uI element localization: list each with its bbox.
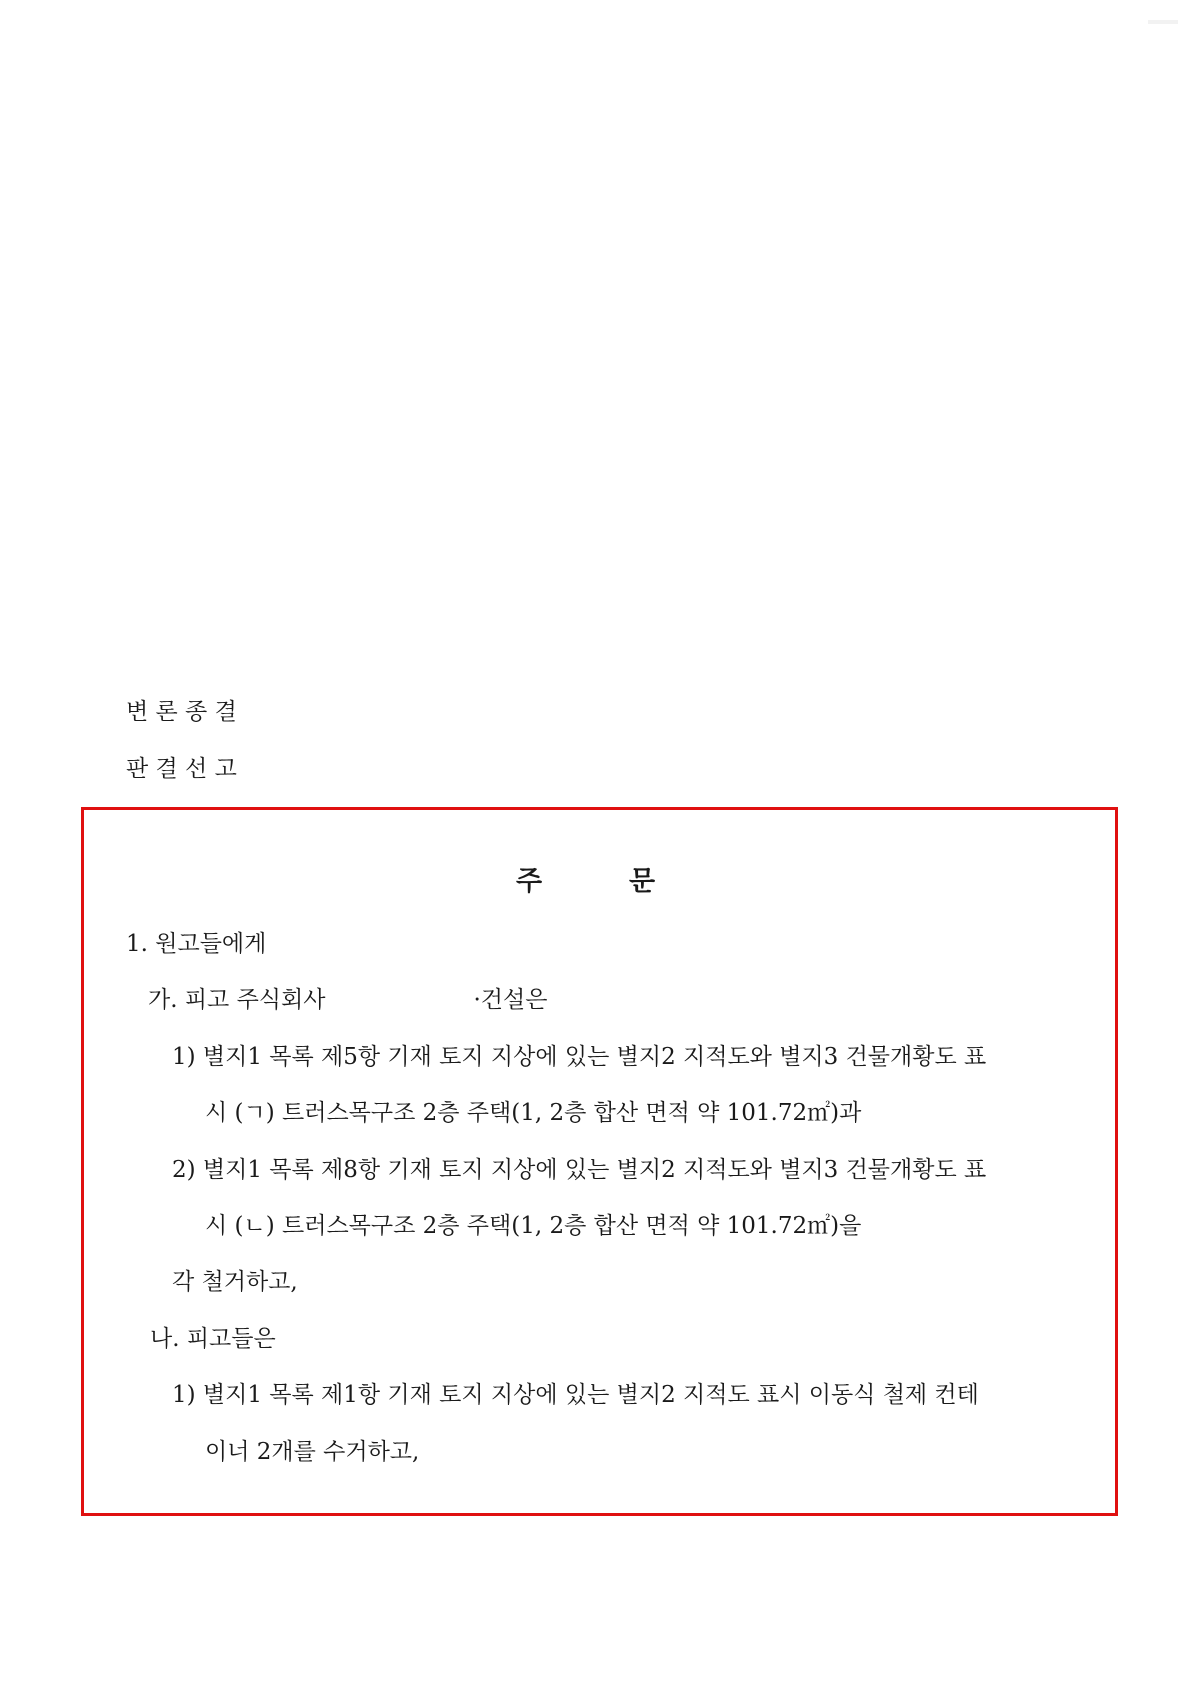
order-ga-1-line2: 시 (ㄱ) 트러스목구조 2층 주택(1, 2층 합산 면적 약 101.72㎡)과 bbox=[205, 1100, 862, 1126]
order-na-1-line2: 이너 2개를 수거하고, bbox=[205, 1439, 420, 1465]
order-title-left: 주 bbox=[516, 866, 543, 897]
order-item-ga-prefix: 가. 피고 주식회사 bbox=[148, 987, 326, 1013]
order-ga-2-line2: 시 (ㄴ) 트러스목구조 2층 주택(1, 2층 합산 면적 약 101.72㎡)을 bbox=[205, 1213, 862, 1239]
order-ga-1-line1: 1) 별지1 목록 제5항 기재 토지 지상에 있는 별지2 지적도와 별지3 건물개황도 표 bbox=[172, 1044, 987, 1070]
order-item-ga-suffix: ·건설은 bbox=[473, 987, 548, 1013]
closing-label: 변 론 종 결 bbox=[126, 699, 237, 725]
scan-artifact bbox=[1148, 20, 1178, 24]
order-item-na: 나. 피고들은 bbox=[150, 1326, 276, 1352]
sentencing-label: 판 결 선 고 bbox=[126, 756, 237, 782]
order-item-1: 1. 원고들에게 bbox=[126, 931, 267, 957]
order-na-1-line1: 1) 별지1 목록 제1항 기재 토지 지상에 있는 별지2 지적도 표시 이동식 철제 컨테 bbox=[172, 1382, 979, 1408]
order-ga-conclusion: 각 철거하고, bbox=[172, 1269, 298, 1295]
order-title-right: 문 bbox=[629, 866, 656, 897]
order-item-ga bbox=[148, 985, 547, 1015]
order-ga-2-line1: 2) 별지1 목록 제8항 기재 토지 지상에 있는 별지2 지적도와 별지3 건물개황도 표 bbox=[172, 1157, 987, 1183]
